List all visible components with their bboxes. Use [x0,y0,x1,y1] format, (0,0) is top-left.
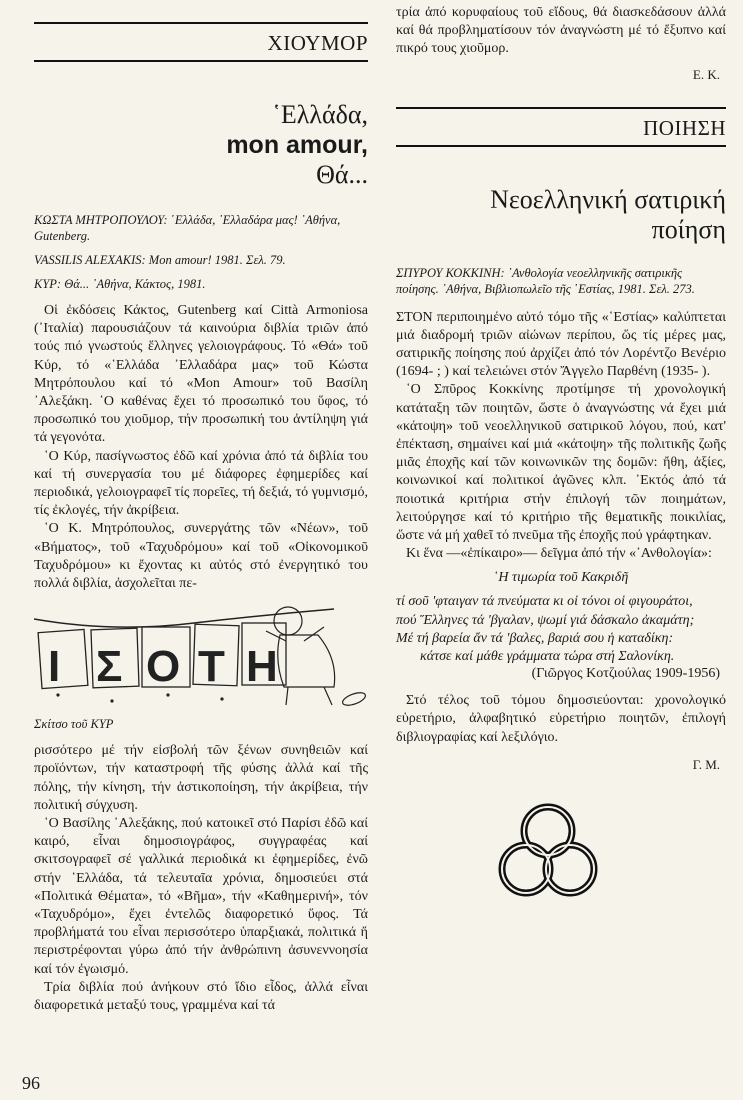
poem-line: τί σοῦ 'φταιγαν τά πνεύματα κι οἱ τόνοι οἱ φιγουράτοι, [396,594,693,610]
paragraph: τρία ἀπό κορυφαίους τοῦ εἴδους, θά διασκεδάσουν ἀλλά καί θά προβληματίσουν τόν ἀναγνώστη μέ τό ἔξυπνο καί πικρό τους χιοῦμορ. [396,5,726,57]
page-number: 96 [22,1073,40,1093]
section-rule-bottom [34,60,368,62]
paragraph: Κι ἕνα —«ἐπίκαιρο»— δεῖγμα ἀπό τήν «᾿Ανθολογία»: [406,546,712,562]
paragraph: ρισσότερο μέ τήν εἰσβολή τῶν ξένων συνηθειῶν καί προϊόντων, τήν καταστροφή τῆς φύσης ἀλλά καί τῆς πόλης, τήν κίνηση, τήν ἀστικοποίηση, τήν ἀκρίβεια, τήν πολιτική σύγχυση. [34,743,368,813]
article-body-continued [34,742,368,1015]
article-body [396,309,726,564]
poem-author: (Γιῶργος Κοτζιούλας 1909-1956) [531,666,720,682]
title-line: Νεοελληνική σατιρική [490,184,726,214]
title-line: Θά... [316,160,368,189]
cartoon-caption: Σκίτσο τοῦ ΚΥΡ [34,717,114,732]
author-initials: Ε. Κ. [692,66,720,82]
biblio-entry: VASSILIS ALEXAKIS: Mon amour! 1981. Σελ. 79. [34,253,286,267]
cartoon-letter: Τ [198,642,225,692]
title-line: mon amour, [226,131,368,159]
title-line: ῾Ελλάδα, [272,100,368,129]
poem-title: ῾Η τιμωρία τοῦ Κακριδῆ [493,570,629,586]
biblio-entry: ΚΥΡ: Θά... ᾿Αθήνα, Κάκτος, 1981. [34,277,206,291]
paragraph: ῾Ο Κ. Μητρόπουλος, συνεργάτης τῶν «Νέων», τοῦ «Βήματος», τοῦ «Ταχυδρόμου» καί τοῦ «Οἰκονομικοῦ Ταχυδρόμου» κι ἔχοντας κι αὐτός στό ἐνεργητικό του πολλά διβλία, ἀσχολεῖται πε- [34,521,368,592]
paragraph: Στό τέλος τοῦ τόμου δημοσιεύονται: χρονολογικό εὑρετήριο, ἀλφαβητικό εὑρετήριο ποιητῶν, ἐπιλογή διβλιογραφίας καί λεξιλόγιο. [396,693,726,745]
author-initials: Γ. Μ. [692,756,720,772]
cartoon [34,601,368,713]
cartoon-letter: Ο [146,642,181,692]
poem-line: Μέ τή βαρεία ἄν τά 'βαλες, βαριά σου ἡ καταδίκη: [396,630,674,646]
poem-line: πού Ἕλληνες τά 'βγαλαν, ψωμί γιά δάσκαλο ἀκαμάτη; [396,612,695,628]
paragraph: ῾Ο Βασίλης ᾿Αλεξάκης, πού κατοικεῖ στό Παρίσι ἐδῶ καί καιρό, εἶναι δημοσιογράφος, συγγραφέας καί σκιτσογραφεῖ σέ γαλλικά περιοδικά κι ἐφημερίδες, ἐνῶ στήν ῾Ελλάδα, τά τελευταῖα χρόνια, δημοσιεύει στά «Πολιτικά Θέματα», τό «Βῆμα», τήν «Καθημερινή», τόν «Ταχυδρόμο», ἔχει ἐντελῶς διαφορετικό ὕφος. Τά προβλήματά του εἶναι περισσότερο ὑπαρξιακά, πολιτικά ἤ περιστρέφονται γύρω ἀπό τήν ἀνθρώπινη ἀσυνεννοησία καί τόν ἐγωισμό. [34,816,368,977]
article-title [34,100,368,190]
title-line: ποίηση [651,214,726,244]
poem [396,593,726,666]
poem-line: κάτσε καί μάθε γράμματα τώρα στή Σαλονίκη. [420,649,675,665]
section-rule-bottom [396,145,726,147]
cartoon-drawing [34,601,368,713]
cartoon-letter: Σ [96,642,123,692]
paragraph: ῾Ο Κύρ, πασίγνωστος ἐδῶ καί χρόνια ἀπό τά διβλία του καί τή συνεργασία του μέ διάφορες ἐφημερίδες καί περιοδικά, γελοιογραφεῖ τίς πορεῖες, τή δεξιά, τό γυμνισμό, τίς ἐκλογές, τήν ἀκρίβεια. [34,448,368,519]
paragraph: Οἱ ἐκδόσεις Κάκτος, Gutenberg καί Città Armoniosa (᾿Ιταλία) παρουσιάζουν τά καινούρια διβλία τριῶν ἀπό τούς πιό γνωστούς ἕλληνες γελοιογράφους. Τό «Θά» τοῦ Κύρ, τό «῾Ελλάδα ᾿Ελλαδάρα μας» τοῦ Κώστα Μητρόπουλου καί τό «Mon Amour» τοῦ Βασίλη ᾿Αλεξάκη. ῾Ο καθένας ἔχει τό προσωπικό του ὕφος, τό προσωπικό του χιοῦμορ, τήν προσωπική του ἀντίληψη γιά τά γεγονότα. [34,303,368,446]
bibliography [34,212,368,292]
paragraph: ΣΤΟΝ περιποιημένο αὐτό τόμο τῆς «῾Εστίας» καλύπτεται μιά διαδρομή τριῶν αἰώνων περίπου, ὥς τίς μέρες μας, σατιρικῆς ποίησης πού ἀρχίζει ἀπό τόν Λορέντζο Βενέριο (1694- ; ) καί τελειώνει στόν Ἄγγελο Παρθένη (1935- ). [396,309,726,380]
left-column [34,0,368,1015]
article-title [396,185,726,245]
article-body [34,302,368,593]
ornament-logo [496,797,726,912]
biblio-entry: ΚΩΣΤΑ ΜΗΤΡΟΠΟΥΛΟΥ: ῾Ελλάδα, ᾿Ελλαδάρα μας! ᾿Αθήνα, Gutenberg. [34,213,341,243]
biblio-entry: ΣΠΥΡΟΥ ΚΟΚΚΙΝΗ: ᾿Ανθολογία νεοελληνικῆς σατιρικῆς ποίησης. ᾿Αθήνα, Βιβλιοπωλεῖο τῆς ῾Εστίας, 1981. Σελ. 273. [396,265,695,296]
paragraph: ῾Ο Σπῦρος Κοκκίνης προτίμησε τή χρονολογική κατάταξη τῶν ποιητῶν, ὥστε ὁ ἀναγνώστης νά ἔχει μιά «κάτοψη» τοῦ νεοελληνικοῦ σατιρικοῦ λόγου, πού, κατ' ἐπέκταση, σημαίνει καί μιά «κάτοψη» τῆς πολιτικῆς ζωῆς μιᾶς ἐποχῆς καί τῶν κοινωνικῶν της δομῶν: ἤθη, ἀξίες, κοινωνικοί καί πολιτικοί ἀγῶνες κλπ. ᾿Εκτός ἀπό τά ποιοτικά κριτήρια στήν ἐπιλογή τῶν ποιημάτων, λειτούργησε καί τό κριτήριο τῆς θεματικῆς ποικιλίας, ὥστε νά μή χαθεῖ τό πνεῦμα τῆς ἐποχῆς πού γράφτηκαν. [396,382,726,544]
cartoon-letter: Ι [48,642,61,692]
cartoon-letter: Η [246,642,278,692]
section-heading: ΠΟΙΗΣΗ [643,115,726,140]
section-heading: ΧΙΟΥΜΟΡ [267,31,368,55]
paragraph: Τρία διβλία πού ἀνήκουν στό ἴδιο εἶδος, ἀλλά εἶναι διαφορετικά μεταξύ τους, γραμμένα καί τά [34,979,368,1014]
right-column [396,0,726,912]
